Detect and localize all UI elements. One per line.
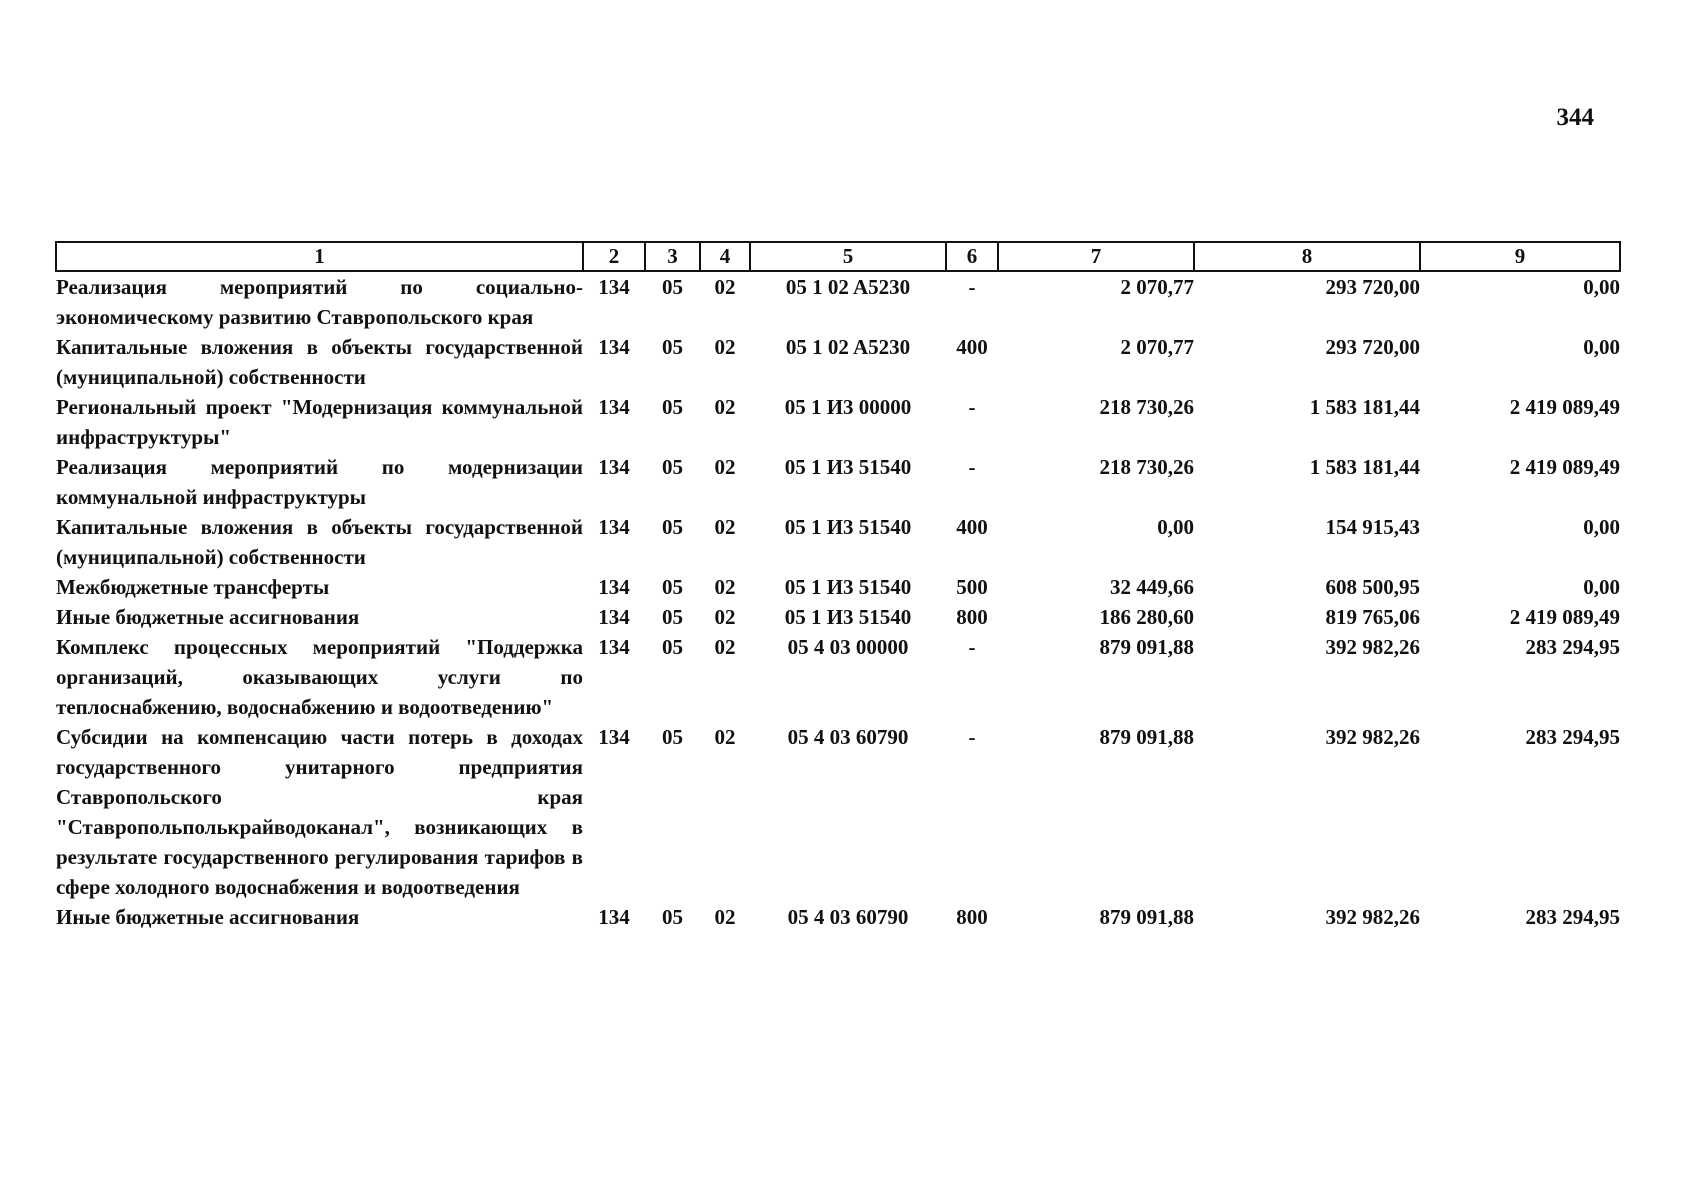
cell-col-4: 02 (714, 395, 736, 419)
cell-name: Региональный проект "Модернизация коммунальной инфраструктуры" (56, 395, 583, 449)
header-col-7: 7 (998, 242, 1194, 271)
header-col-2: 2 (583, 242, 645, 271)
cell-col-3: 05 (662, 725, 683, 749)
budget-table (55, 241, 1621, 932)
cell-col-6: - (968, 275, 976, 299)
cell-col-7: 879 091,88 (1099, 905, 1194, 929)
table-row (56, 392, 1620, 452)
cell-col-7: 879 091,88 (1099, 725, 1194, 749)
cell-col-4: 02 (714, 635, 736, 659)
cell-col-2: 134 (598, 275, 630, 299)
cell-col-7: 879 091,88 (1099, 635, 1194, 659)
cell-name: Капитальные вложения в объекты государственной (муниципальной) собственности (56, 335, 583, 389)
cell-col-8: 293 720,00 (1325, 335, 1420, 359)
cell-col-8: 608 500,95 (1325, 575, 1420, 599)
cell-col-4: 02 (714, 605, 736, 629)
cell-col-3: 05 (662, 455, 683, 479)
cell-col-8: 392 982,26 (1325, 725, 1420, 749)
cell-col-6: - (968, 635, 976, 659)
table-row (56, 632, 1620, 722)
table-row (56, 512, 1620, 572)
cell-col-5: 05 1 И3 00000 (784, 395, 912, 419)
cell-col-4: 02 (714, 905, 736, 929)
cell-col-7: 2 070,77 (1120, 335, 1194, 359)
cell-col-9: 2 419 089,49 (1509, 605, 1620, 629)
cell-col-9: 283 294,95 (1525, 905, 1620, 929)
table-row (56, 722, 1620, 902)
cell-col-4: 02 (714, 335, 736, 359)
header-col-1: 1 (56, 242, 583, 271)
cell-col-7: 186 280,60 (1099, 605, 1194, 629)
cell-col-2: 134 (598, 725, 630, 749)
cell-col-7: 0,00 (1157, 515, 1194, 539)
cell-col-8: 819 765,06 (1325, 605, 1420, 629)
header-col-5: 5 (750, 242, 946, 271)
cell-col-7: 218 730,26 (1099, 455, 1194, 479)
table-row (56, 332, 1620, 392)
cell-col-6: 400 (956, 335, 988, 359)
cell-col-5: 05 1 И3 51540 (784, 605, 912, 629)
cell-col-9: 0,00 (1583, 335, 1620, 359)
cell-col-9: 0,00 (1583, 275, 1620, 299)
cell-col-6: 500 (956, 575, 988, 599)
header-col-6: 6 (946, 242, 998, 271)
cell-col-5: 05 1 И3 51540 (784, 455, 912, 479)
cell-name: Иные бюджетные ассигнования (56, 905, 360, 929)
cell-col-8: 392 982,26 (1325, 905, 1420, 929)
header-row (56, 242, 1620, 271)
cell-col-3: 05 (662, 905, 683, 929)
cell-name: Капитальные вложения в объекты государственной (муниципальной) собственности (56, 515, 583, 569)
cell-col-2: 134 (598, 575, 630, 599)
page-number: 344 (1556, 104, 1594, 131)
header-col-8: 8 (1194, 242, 1420, 271)
cell-name: Реализация мероприятий по модернизации коммунальной инфраструктуры (56, 455, 583, 509)
cell-col-2: 134 (598, 515, 630, 539)
cell-col-2: 134 (598, 395, 630, 419)
cell-col-4: 02 (714, 455, 736, 479)
cell-col-6: - (968, 725, 976, 749)
cell-col-5: 05 1 И3 51540 (784, 515, 912, 539)
header-col-4: 4 (700, 242, 750, 271)
cell-col-4: 02 (714, 575, 736, 599)
cell-col-5: 05 1 02 A5230 (785, 275, 911, 299)
cell-col-8: 392 982,26 (1325, 635, 1420, 659)
cell-col-7: 2 070,77 (1120, 275, 1194, 299)
cell-col-3: 05 (662, 275, 683, 299)
table-row (56, 452, 1620, 512)
cell-col-6: - (968, 395, 976, 419)
cell-name: Субсидии на компенсацию части потерь в доходах государственного унитарного предприятия Ставропольского края "Ставропольполькрайводоканал", возникающих в результате государственного регулирования тарифов в сфере холодного водоснабжения и водоотведения (56, 725, 583, 899)
cell-col-4: 02 (714, 275, 736, 299)
cell-col-8: 293 720,00 (1325, 275, 1420, 299)
cell-col-9: 2 419 089,49 (1509, 455, 1620, 479)
cell-col-7: 218 730,26 (1099, 395, 1194, 419)
table-row (56, 902, 1620, 932)
cell-col-2: 134 (598, 635, 630, 659)
cell-col-9: 283 294,95 (1525, 635, 1620, 659)
cell-col-3: 05 (662, 575, 683, 599)
cell-col-9: 0,00 (1583, 575, 1620, 599)
cell-col-2: 134 (598, 455, 630, 479)
cell-name: Межбюджетные трансферты (56, 575, 330, 599)
table-row (56, 271, 1620, 332)
cell-col-2: 134 (598, 335, 630, 359)
table-row (56, 572, 1620, 602)
cell-col-2: 134 (598, 605, 630, 629)
header-col-9: 9 (1420, 242, 1620, 271)
cell-col-9: 0,00 (1583, 515, 1620, 539)
cell-col-9: 283 294,95 (1525, 725, 1620, 749)
cell-col-5: 05 4 03 00000 (787, 635, 909, 659)
cell-name: Комплекс процессных мероприятий "Поддержка организаций, оказывающих услуги по теплоснабжению, водоснабжению и водоотведению" (56, 635, 583, 719)
cell-col-6: 400 (956, 515, 988, 539)
cell-col-8: 1 583 181,44 (1309, 395, 1420, 419)
cell-col-3: 05 (662, 515, 683, 539)
cell-col-4: 02 (714, 515, 736, 539)
cell-col-5: 05 4 03 60790 (787, 905, 909, 929)
cell-name: Иные бюджетные ассигнования (56, 605, 360, 629)
cell-name: Реализация мероприятий по социально-экономическому развитию Ставропольского края (56, 275, 583, 329)
cell-col-5: 05 4 03 60790 (787, 725, 909, 749)
cell-col-2: 134 (598, 905, 630, 929)
cell-col-3: 05 (662, 605, 683, 629)
cell-col-5: 05 1 02 A5230 (785, 335, 911, 359)
cell-col-8: 154 915,43 (1325, 515, 1420, 539)
cell-col-6: 800 (956, 905, 988, 929)
cell-col-9: 2 419 089,49 (1509, 395, 1620, 419)
cell-col-6: - (968, 455, 976, 479)
cell-col-3: 05 (662, 635, 683, 659)
cell-col-6: 800 (956, 605, 988, 629)
cell-col-8: 1 583 181,44 (1309, 455, 1420, 479)
table-row (56, 602, 1620, 632)
header-col-3: 3 (645, 242, 700, 271)
cell-col-3: 05 (662, 395, 683, 419)
cell-col-3: 05 (662, 335, 683, 359)
cell-col-5: 05 1 И3 51540 (784, 575, 912, 599)
cell-col-4: 02 (714, 725, 736, 749)
cell-col-7: 32 449,66 (1110, 575, 1194, 599)
